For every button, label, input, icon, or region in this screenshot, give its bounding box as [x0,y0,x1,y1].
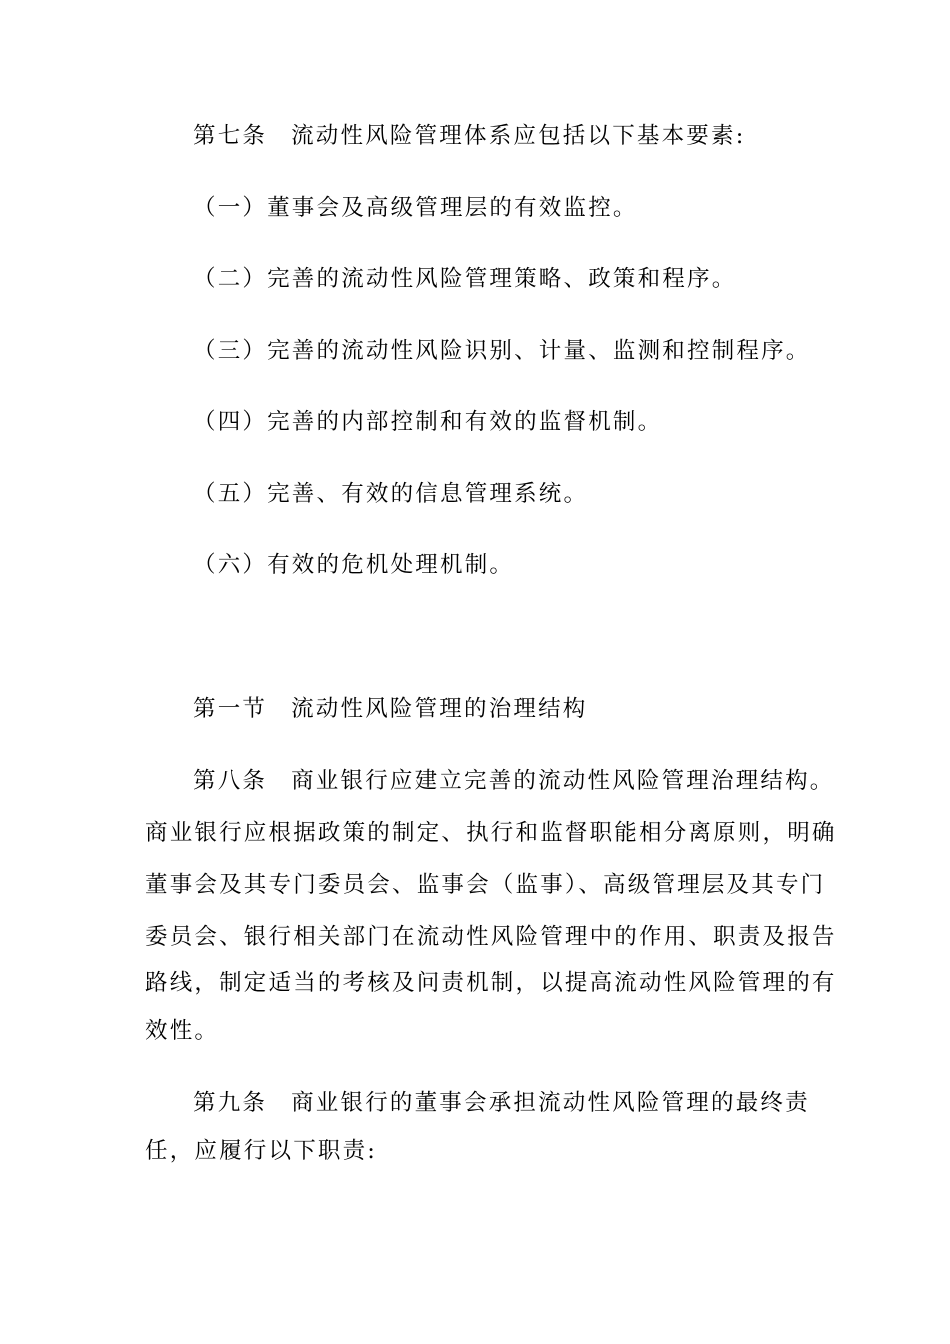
article-7-item-6: （六）有效的危机处理机制。 [193,552,515,578]
article-7-item-2: （二）完善的流动性风险管理策略、政策和程序。 [193,266,737,292]
section-1-number: 第一节 [193,696,268,722]
article-8-line-3: 董事会及其专门委员会、监事会（监事）、高级管理层及其专门 [145,872,826,898]
article-8-line-4: 委员会、银行相关部门在流动性风险管理中的作用、职责及报告 [145,924,837,950]
article-7-heading [193,121,746,151]
article-7-title: 流动性风险管理体系应包括以下基本要素: [291,123,746,149]
article-8-line-2: 商业银行应根据政策的制定、执行和监督职能相分离原则，明确 [145,820,837,846]
article-8-first-line [193,766,835,796]
article-8-line-5: 路线，制定适当的考核及问责机制，以提高流动性风险管理的有 [145,970,837,996]
article-7-item-4: （四）完善的内部控制和有效的监督机制。 [193,409,663,435]
article-7-number: 第七条 [193,123,268,149]
article-7-item-3: （三）完善的流动性风险识别、计量、监测和控制程序。 [193,338,811,364]
article-7-item-1: （一）董事会及高级管理层的有效监控。 [193,195,638,221]
article-8-line-6: 效性。 [145,1018,220,1044]
article-8-line-1: 商业银行应建立完善的流动性风险管理治理结构。 [291,768,835,794]
article-9-line-2: 任，应履行以下职责: [145,1138,378,1164]
section-1-title: 流动性风险管理的治理结构 [291,696,588,722]
article-9-line-1: 商业银行的董事会承担流动性风险管理的最终责 [291,1090,810,1116]
article-9-first-line [193,1088,810,1118]
section-1-heading [193,694,588,724]
article-9-number: 第九条 [193,1090,268,1116]
article-8-number: 第八条 [193,768,268,794]
article-7-item-5: （五）完善、有效的信息管理系统。 [193,481,589,507]
